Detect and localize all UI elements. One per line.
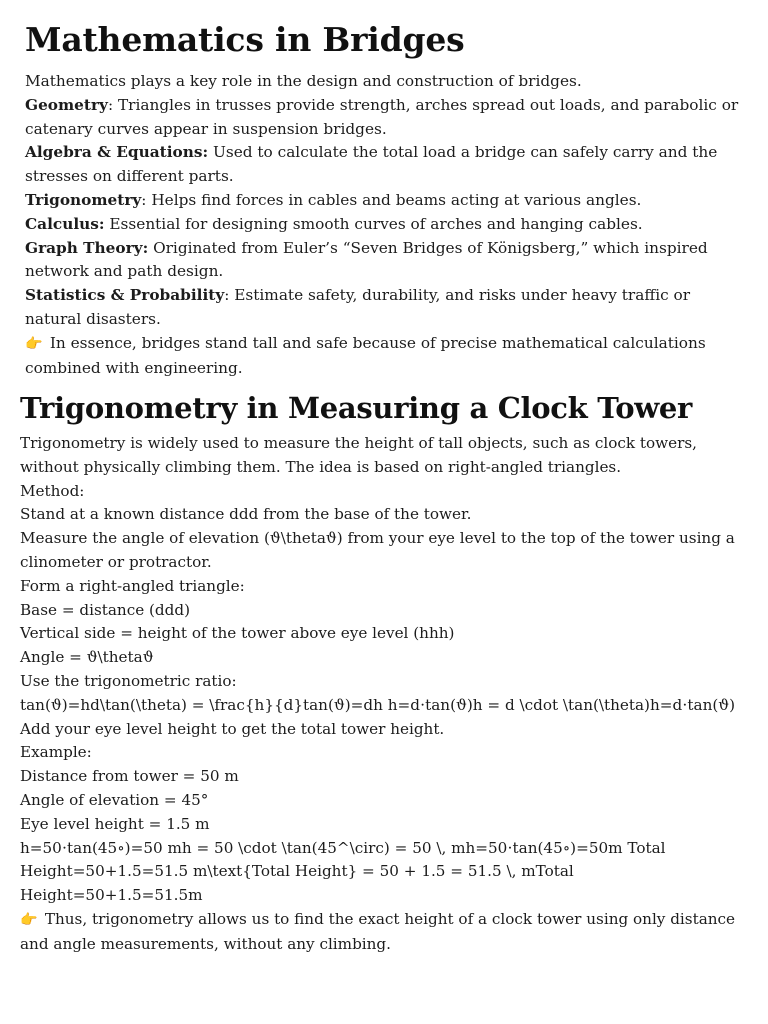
item-text: Originated from Euler’s “Seven Bridges of Königsberg,” which inspired network and path design. [25, 238, 708, 281]
clock-tower-line: Method: [20, 481, 85, 500]
bridges-item-calculus [25, 213, 745, 237]
clock-tower-line: Add your eye level height to get the total tower height. [20, 719, 445, 738]
clock-tower-line: Measure the angle of elevation (ϑ\thetaϑ) from your eye level to the top of the tower using a clinometer or protractor. [20, 529, 735, 571]
example-line: Angle of elevation = 45° [20, 790, 209, 809]
bridges-title: Mathematics in Bridges [25, 20, 465, 59]
example-line: Distance from tower = 50 m [20, 767, 239, 786]
clock-tower-line: Stand at a known distance ddd from the base of the tower. [20, 505, 472, 524]
item-sep: : [224, 286, 230, 305]
bridges-item-trigonometry [25, 189, 745, 213]
pointing-hand-icon: 👉 [25, 335, 43, 352]
item-term: Graph Theory: [25, 238, 149, 257]
item-term: Trigonometry [25, 190, 142, 209]
formula-line: h=50⋅tan(45∘)=50 mh = 50 \cdot \tan(45^\circ) = 50 \, mh=50⋅tan(45∘)=50m Total Height=50+1.5=51.5 m\text{Total Height} = 50 + 1.5 = 51.5 \, mTotal Height=50+1.5=51.5m [20, 838, 666, 905]
item-sep: : [141, 190, 147, 209]
clock-tower-line: Trigonometry is widely used to measure the height of tall objects, such as clock towers, without physically climbing them. The idea is based on right-angled triangles. [20, 434, 697, 476]
item-term: Geometry [25, 95, 108, 114]
clock-tower-line: Form a right-angled triangle: [20, 576, 245, 595]
bridges-section [25, 16, 745, 380]
bridges-item-graph-theory [25, 237, 745, 285]
bridges-item-geometry [25, 94, 745, 142]
item-text: Estimate safety, durability, and risks under heavy traffic or natural disasters. [25, 286, 691, 328]
bridges-item-statistics [25, 284, 745, 332]
clock-tower-line: Vertical side = height of the tower above eye level (hhh) [20, 624, 455, 643]
item-term: Calculus: [25, 214, 105, 233]
clock-tower-title: Trigonometry in Measuring a Clock Tower [20, 391, 693, 425]
item-text: Essential for designing smooth curves of arches and hanging cables. [104, 214, 643, 233]
clock-tower-conclusion [20, 908, 748, 957]
clock-tower-line: Use the trigonometric ratio: [20, 671, 237, 690]
example-line: Eye level height = 1.5 m [20, 814, 210, 833]
clock-tower-section [20, 388, 748, 957]
conclusion-text: In essence, bridges stand tall and safe because of precise mathematical calculations combined with engineering. [25, 333, 706, 377]
bridges-conclusion [25, 332, 745, 381]
clock-tower-line: Angle = ϑ\thetaϑ [20, 648, 154, 667]
item-text: Triangles in trusses provide strength, arches spread out loads, and parabolic or catenary curves appear in suspension bridges. [25, 95, 739, 138]
conclusion-text: Thus, trigonometry allows us to find the exact height of a clock tower using only distance and angle measurements, without any climbing. [20, 909, 736, 953]
item-sep: : [107, 95, 114, 114]
item-term: Statistics & Probability [25, 286, 225, 305]
bridges-intro: Mathematics plays a key role in the design and construction of bridges. [25, 72, 582, 90]
formula-line: tan(ϑ)=hd\tan(\theta) = \frac{h}{d}tan(ϑ)=dh h=d⋅tan(ϑ)h = d \cdot \tan(\theta)h=d⋅tan(ϑ) [20, 695, 736, 714]
item-text: Helps find forces in cables and beams acting at various angles. [146, 190, 642, 209]
item-text: Used to calculate the total load a bridge can safely carry and the stresses on different parts. [25, 143, 718, 186]
bridges-item-algebra [25, 141, 745, 189]
clock-tower-line: Example: [20, 743, 92, 762]
clock-tower-line: Base = distance (ddd) [20, 600, 191, 619]
pointing-hand-icon: 👉 [20, 911, 38, 928]
item-term: Algebra & Equations: [25, 143, 209, 162]
